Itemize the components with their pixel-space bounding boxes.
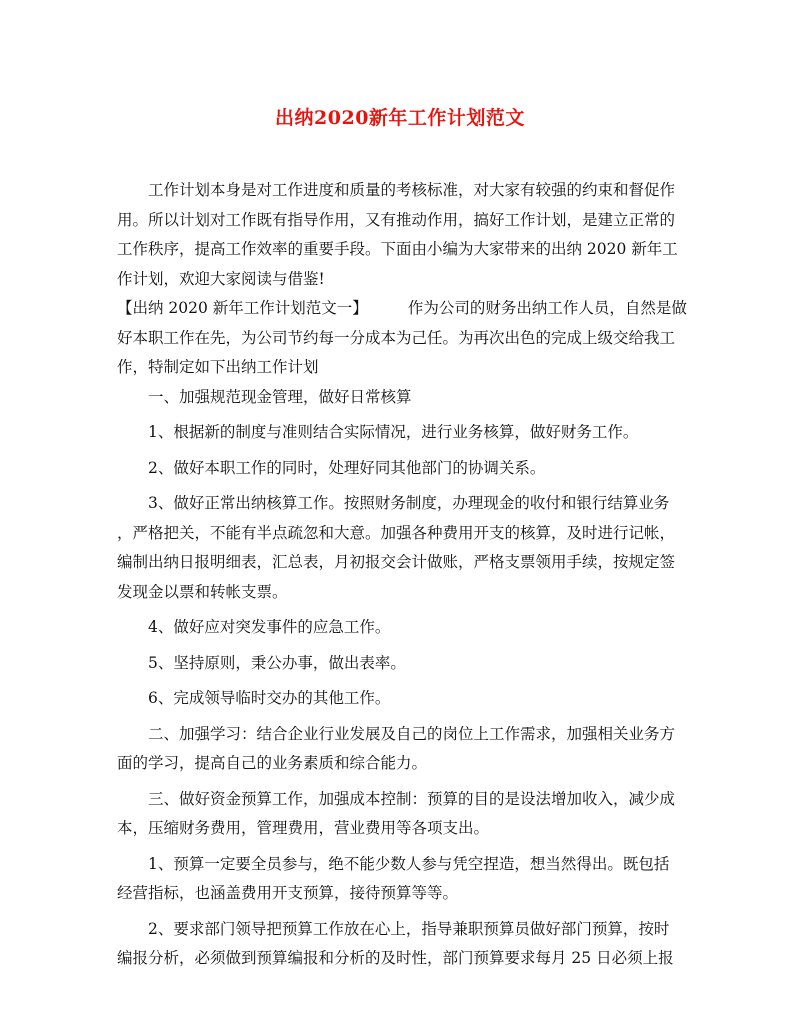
section-heading: 一、加强规范现金管理，做好日常核算 [148, 387, 412, 406]
list-item: 1、根据新的制度与准则结合实际情况，进行业务核算，做好财务工作。 [148, 423, 639, 441]
section-header-line [117, 294, 687, 324]
list-item: 2、做好本职工作的同时，处理好同其他部门的协调关系。 [148, 458, 546, 477]
paragraph-line: 编报分析，必须做到预算编报和分析的及时性，部门预算要求每月 25 日必须上报 [117, 949, 674, 967]
list-item: 4、做好应对突发事件的应急工作。 [148, 618, 391, 636]
list-item: 5、坚持原则，秉公办事，做出表率。 [148, 653, 406, 672]
list-item: 1、预算一定要全员参与，绝不能少数人参与凭空捏造，想当然得出。既包括 [148, 854, 670, 873]
section-heading: 二、加强学习：结合企业行业发展及自己的岗位上工作需求，加强相关业务方 [148, 724, 676, 743]
paragraph-line: 本，压缩财务费用，管理费用，营业费用等各项支出。 [117, 819, 490, 837]
section-heading: 【出纳 2020 新年工作计划范文一】 [117, 299, 368, 317]
paragraph-line: 发现金以票和转帐支票。 [117, 582, 288, 601]
paragraph-line: 作，特制定如下出纳工作计划 [117, 358, 319, 376]
list-item: 3、做好正常出纳核算工作。按照财务制度，办理现金的收付和银行结算业务 [148, 494, 670, 512]
list-item: 2、要求部门领导把预算工作放在心上，指导兼职预算员做好部门预算，按时 [148, 919, 670, 938]
paragraph-line: ，严格把关，不能有半点疏忽和大意。加强各种费用开支的核算，及时进行记帐， [117, 523, 676, 542]
paragraph-line: 面的学习，提高自己的业务素质和综合能力。 [117, 754, 428, 772]
paragraph-line: 作计划，欢迎大家阅读与借鉴! [117, 269, 325, 288]
section-heading: 三、做好资金预算工作，加强成本控制：预算的目的是设法增加收入，减少成 [148, 789, 676, 808]
paragraph-line: 编制出纳日报明细表，汇总表，月初报交会计做账，严格支票领用手续，按规定签 [117, 553, 676, 571]
paragraph-line: 用。所以计划对工作既有指导作用，又有推动作用，搞好工作计划，是建立正常的 [117, 210, 676, 229]
paragraph-line: 好本职工作在先，为公司节约每一分成本为己任。为再次出色的完成上级交给我工 [117, 328, 676, 347]
document-title: 出纳2020新年工作计划范文 [275, 107, 525, 129]
paragraph-text: 作为公司的财务出纳工作人员，自然是做 [407, 299, 687, 317]
paragraph-line: 工作秩序，提高工作效率的重要手段。下面由小编为大家带来的出纳 2020 新年工 [117, 240, 678, 258]
document-body [117, 176, 687, 974]
list-item: 6、完成领导临时交办的其他工作。 [148, 689, 391, 707]
paragraph-line: 工作计划本身是对工作进度和质量的考核标准，对大家有较强的约束和督促作 [148, 181, 676, 199]
paragraph-line: 经营指标，也涵盖费用开支预算，接待预算等等。 [117, 884, 459, 902]
